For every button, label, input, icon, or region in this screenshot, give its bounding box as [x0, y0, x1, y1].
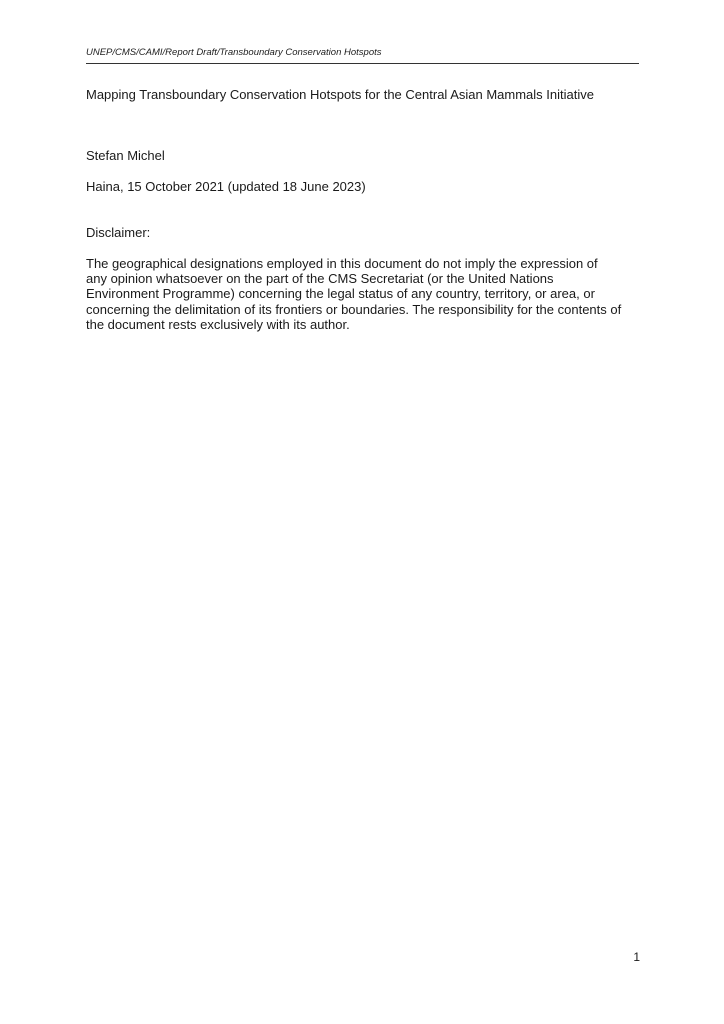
- running-header: UNEP/CMS/CAMI/Report Draft/Transboundary Conservation Hotspots: [86, 47, 639, 64]
- disclaimer-line: concerning the delimitation of its frontiers or boundaries. The responsibility for the contents of: [86, 301, 622, 317]
- disclaimer-line: The geographical designations employed in this document do not imply the expression of: [86, 256, 598, 271]
- disclaimer-line: the document rests exclusively with its author.: [86, 316, 350, 332]
- disclaimer-line: Environment Programme) concerning the legal status of any country, territory, or area, or: [86, 286, 595, 302]
- disclaimer-line: any opinion whatsoever on the part of the CMS Secretariat (or the United Nations: [86, 271, 554, 287]
- disclaimer-paragraph: [86, 256, 642, 332]
- disclaimer-heading: Disclaimer:: [86, 225, 151, 240]
- author-name: Stefan Michel: [86, 148, 165, 163]
- document-title: Mapping Transboundary Conservation Hotspots for the Central Asian Mammals Initiative: [86, 87, 594, 102]
- place-and-date: Haina, 15 October 2021 (updated 18 June 2023): [86, 179, 366, 194]
- page-number: 1: [633, 950, 640, 964]
